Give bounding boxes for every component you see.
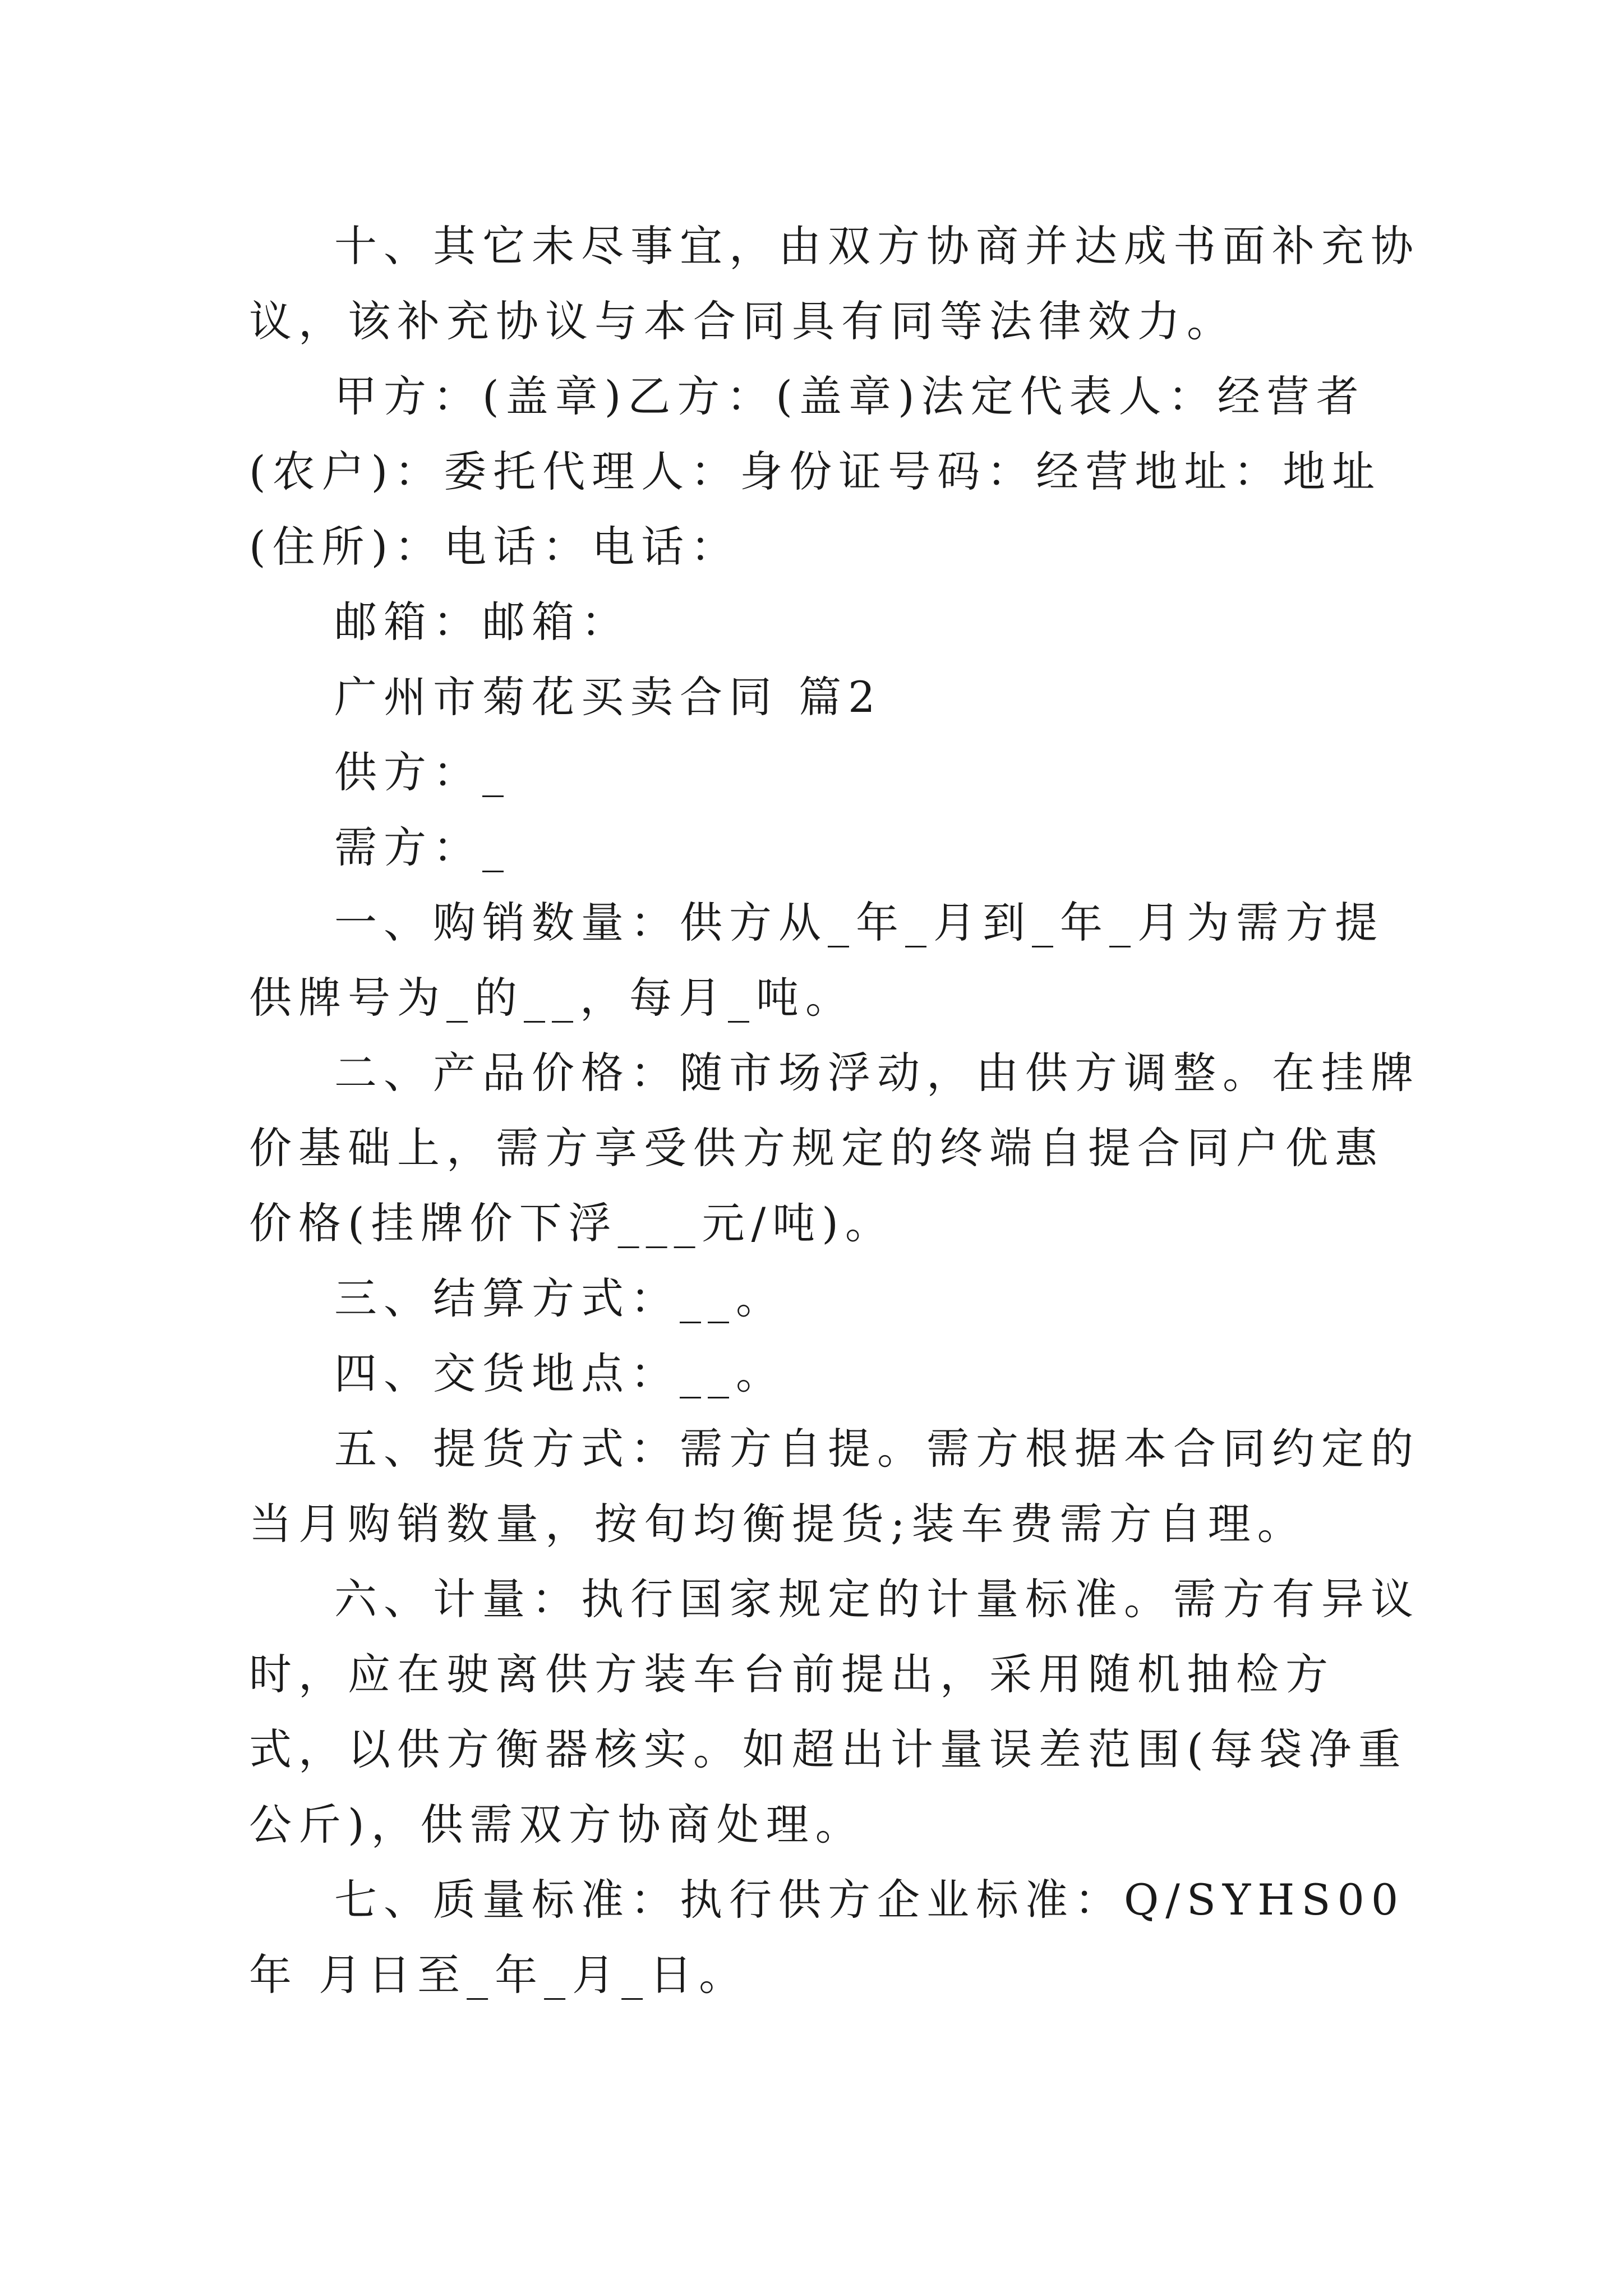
clause-settlement: 三、结算方式：__。: [334, 1273, 785, 1323]
paragraph-email: 邮箱：邮箱：: [334, 597, 630, 647]
clause-quality-standard: 七、质量标准：执行供方企业标准：Q/SYHS00 年 月日至_年_月_日。: [249, 1875, 1426, 2000]
clause-measurement: 六、计量：执行国家规定的计量标准。需方有异议时，应在驶离供方装车台前提出，采用随机抽检方式，以供方衡器核实。如超出计量误差范围(每袋净重公斤)，供需双方协商处理。: [249, 1574, 1420, 1849]
paragraph-signature-parties: 甲方：(盖章)乙方：(盖章)法定代表人：经营者(农户)：委托代理人：身份证号码：经营地址：地址(住所)：电话：电话：: [249, 371, 1382, 572]
paragraph-supplier: 供方：_: [334, 747, 510, 797]
paragraph-buyer: 需方：_: [334, 822, 510, 872]
clause-price: 二、产品价格：随市场浮动，由供方调整。在挂牌价基础上，需方享受供方规定的终端自提合同户优惠价格(挂牌价下浮___元/吨)。: [249, 1048, 1420, 1248]
clause-delivery-place: 四、交货地点：__。: [334, 1349, 785, 1398]
contract-body: [249, 209, 1432, 2013]
clause-pickup-method: 五、提货方式：需方自提。需方根据本合同约定的当月购销数量，按旬均衡提货;装车费需方自理。: [249, 1424, 1420, 1549]
clause-quantity: 一、购销数量：供方从_年_月到_年_月为需方提供牌号为_的__，每月_吨。: [249, 898, 1384, 1023]
paragraph-other-matters: 十、其它未尽事宜，由双方协商并达成书面补充协议，该补充协议与本合同具有同等法律效力。: [249, 221, 1420, 346]
contract-title: 广州市菊花买卖合同 篇2: [334, 672, 882, 722]
